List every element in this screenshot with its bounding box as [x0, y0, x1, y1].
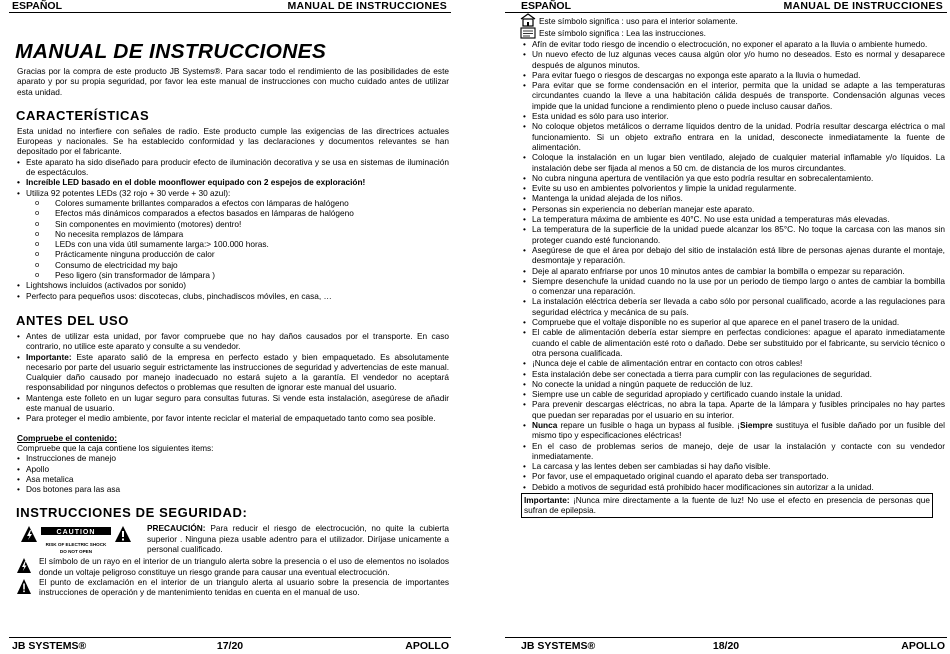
sub-item: o Colores sumamente brillantes comparados a efectos con lámparas de halógeno	[55, 198, 449, 208]
list-item: • Asegúrese de que el área por debajo del sitio de instalación está libre de personas ajenas durante el montaje, desmontaje y reparación.	[523, 245, 945, 266]
indoor-use-icon	[520, 13, 536, 27]
section-title-before-use: ANTES DEL USO	[16, 312, 130, 328]
list-item: • Por favor, use el empaquetado original cuando el aparato deba ser transportado.	[523, 471, 945, 481]
header-title: MANUAL DE INSTRUCCIONES	[287, 0, 447, 12]
important-label: Importante:	[524, 495, 570, 506]
caution-block	[9, 523, 451, 556]
sub-item: o Consumo de electricidad my bajo	[55, 260, 449, 270]
precaution-paragraph	[147, 523, 449, 554]
list-item: • Antes de utilizar esta unidad, por favor compruebe que no hay daños causados por el transporte. En caso contrario, no utilice este aparato y consulte a su vendedor.	[17, 331, 449, 352]
footer-model: APOLLO	[901, 640, 945, 652]
list-item: • La carcasa y las lentes deben ser cambiadas si hay daño visible.	[523, 461, 945, 471]
list-item: • Debido a motivos de seguridad está prohibido hacer modificaciones sin autorizar a la unidad.	[523, 482, 945, 492]
fuse-text-mid: repare un fusible o haga un bypass al fusible. ¡	[557, 419, 741, 430]
list-item: • No cubra ninguna apertura de ventilación ya que esto podría resultar en sobrecalentamiento.	[523, 173, 945, 183]
list-item: • Increíble LED basado en el doble moonflower equipado con 2 espejos de exploración!	[17, 177, 449, 187]
section-title-safety: INSTRUCCIONES DE SEGURIDAD:	[16, 505, 248, 521]
list-item: • Lightshows incluidos (activados por sonido)	[17, 280, 449, 290]
page-content	[9, 14, 451, 598]
exclamation-symbol-text: El punto de exclamación en el interior de un triangulo alerta al usuario sobre la presencia de importantes instrucciones de operación y de mantenimiento tenidas en cuenta en el manual de uso.	[39, 576, 449, 598]
precaution-text: Para reducir el riesgo de electrocución, no quite la cubierta superior . Ninguna pieza usable adentro para el utilizador. Diríjase unicamente a personal cualificado.	[147, 523, 449, 554]
lightning-symbol-note	[9, 556, 451, 577]
list-item: • Evite su uso en ambientes polvorientos y limpie la unidad regularmente.	[523, 183, 945, 193]
read-symbol-note	[519, 28, 947, 39]
indoor-symbol-note	[519, 16, 947, 28]
before-use-list	[9, 331, 451, 424]
list-item: • Este aparato ha sido diseñado para producir efecto de iluminación decorativa y se usa en sistemas de iluminación de espectáculos.	[17, 157, 449, 178]
page-content	[505, 16, 947, 518]
list-item: • Para evitar que se forme condensación en el interior, permita que la unidad se adapte a las temperaturas circundantes cuando la lleve a una habitación cálida después de transporte. Condensación algunas veces impide que la unidad funcione a rendimiento pleno o puede incluso causar daños.	[523, 80, 945, 111]
list-item: • Asa metalica	[17, 474, 449, 484]
list-item: • ¡Nunca deje el cable de alimentación entrar en contacto con otros cables!	[523, 358, 945, 368]
list-item: • Compruebe que el voltaje disponible no es superior al que aparece en el panel trasero de la unidad.	[523, 317, 945, 327]
important-text: Este aparato salió de la empresa en perfecto estado y bien empaquetado. Es absolutamente necesario por parte del usuario seguir estrictamente las instrucciones de seguridad y advertencias de este manual. Cualquier daño causado por manejo inadecuado no estará sujeto a la garantía. El vendedor no aceptará responsabilidad por ningunos defectos o problemas que resulten de ignorar este manual del usuario.	[26, 351, 449, 393]
list-item: • Coloque la instalación en un lugar bien ventilado, alejado de cualquier material inflamable y/o líquidos. La instalación debe ser fijada al menos a 50 cm. de distancia de los muros circundantes.	[523, 152, 945, 173]
intro-paragraph: Gracias por la compra de este producto JB Systems®. Para sacar todo el rendimiento de las posibilidades de este aparato y por su propia seguridad, por favor lea este manual de instrucciones con mucho cuidado antes de utilizar esta unidad.	[17, 66, 449, 97]
list-item: • Mantenga la unidad alejada de los niños.	[523, 193, 945, 203]
check-contents-title: Compruebe el contenido:	[17, 432, 118, 443]
list-item: • Esta unidad es sólo para uso interior.	[523, 111, 945, 121]
exclamation-dot	[122, 539, 124, 541]
caution-do-not-open-text: DO NOT OPEN	[59, 549, 93, 555]
header-language: ESPAÑOL	[12, 0, 62, 12]
list-item: • Para prevenir descargas eléctricas, no abra la tapa. Aparte de la lámpara y fusibles principales no hay partes que puedan ser reparadas por el usuario en su interior.	[523, 399, 945, 420]
indoor-symbol-text: Este símbolo significa : uso para el interior solamente.	[539, 16, 738, 26]
fuse-text-rest: sustituya el fusible dañado por un fusible del mismo tipo y especificaciones eléctricas!	[532, 419, 945, 441]
exclamation-mark	[122, 531, 124, 537]
header-title: MANUAL DE INSTRUCCIONES	[783, 0, 943, 12]
list-item: • Dos botones para las asa	[17, 484, 449, 494]
list-item: • La instalación eléctrica debería ser llevada a cabo sólo por personal cualificado, acorde a las regulaciones para seguridad eléctrica y mecánica de su país.	[523, 296, 945, 317]
list-item-fuse	[523, 420, 945, 441]
sub-item: o LEDs con una vida útil sumamente larga:> 100.000 horas.	[55, 239, 449, 249]
check-contents-list	[9, 453, 451, 494]
list-item: • El cable de alimentación debería estar siempre en perfectas condiciones: apague el aparato inmediatamente cuando el cable de alimentación esté roto o dañado. Debe ser substituido por el fabricante, su servicio técnico o otra persona cualificada.	[523, 327, 945, 358]
page-header	[505, 0, 947, 13]
list-item: • La temperatura máxima de ambiente es 40°C. No use esta unidad a temperaturas más elevadas.	[523, 214, 945, 224]
lightning-symbol-text: El símbolo de un rayo en el interior de un triangulo alerta sobre la presencia o el uso de elementos no isolados donde un voltaje peligroso constituye un riesgo grande para causar una eventual electrocución.	[39, 556, 449, 577]
exclamation-symbol-note	[9, 577, 451, 598]
fuse-always-label: Siempre	[740, 419, 773, 430]
sub-item: o No necesita remplazos de lámpara	[55, 229, 449, 239]
exclamation-triangle-icon	[17, 579, 31, 595]
sub-item: o Sin componentes en movimiento (motores) dentro!	[55, 219, 449, 229]
page-right	[505, 0, 947, 654]
read-symbol-text: Este símbolo significa : Lea las instrucciones.	[539, 28, 706, 38]
main-title: MANUAL DE INSTRUCCIONES	[15, 40, 327, 63]
safety-list	[505, 39, 947, 492]
list-item: • Deje al aparato enfriarse por unos 10 minutos antes de cambiar la bombilla o empezar su reparación.	[523, 266, 945, 276]
list-item: • No coloque objetos metálicos o derrame líquidos dentro de la unidad. Podría resultar descarga eléctrica o mal funcionamiento. Si un objeto extraño entrara en la unidad, desconecte inmediatamente la fuente de alimentación.	[523, 121, 945, 152]
features-intro: Esta unidad no interfiere con señales de radio. Este producto cumple las exigencias de las directrices actuales Europeas y nacionales. Se ha establecido conformidad y las declaraciones y documentos relevantes se han depositado por el fabricante.	[17, 125, 449, 157]
sub-item: o Peso ligero (sin transformador de lámpara )	[55, 270, 449, 280]
list-item: • Afín de evitar todo riesgo de incendio o electrocución, no exponer el aparato a la lluvia o ambiente humedo.	[523, 39, 945, 49]
list-item: • Instrucciones de manejo	[17, 453, 449, 463]
footer-model: APOLLO	[405, 640, 449, 652]
footer-page-number: 17/20	[216, 640, 244, 652]
header-language: ESPAÑOL	[521, 0, 571, 12]
list-item: • Personas sin experiencia no deberían manejar este aparato.	[523, 204, 945, 214]
footer-page-number: 18/20	[712, 640, 740, 652]
features-sublist	[26, 198, 449, 280]
list-item	[17, 188, 449, 281]
list-item: • La temperatura de la superficie de la unidad puede alcanzar los 85°C. No toque la carcasa con las manos sin proteger cuando esté funcionando.	[523, 224, 945, 245]
list-item: • Apollo	[17, 464, 449, 474]
page-footer	[505, 637, 947, 652]
section-title-features: CARACTERÍSTICAS	[16, 107, 150, 123]
caution-text: CAUTION	[56, 529, 96, 537]
list-item: • Esta instalación debe ser conectada a tierra para cumplir con las regulaciones de seguridad.	[523, 369, 945, 379]
list-item: • Siempre desenchufe la unidad cuando no la use por un periodo de tiempo largo o antes de cambiar la bombilla o comenzar una reparación.	[523, 276, 945, 297]
features-list	[9, 157, 451, 301]
sub-item: o Efectos más dinámicos comparados a efectos basados en lámparas de halógeno	[55, 208, 449, 218]
footer-brand: JB SYSTEMS®	[12, 640, 87, 652]
list-item	[17, 352, 449, 393]
list-item-text: Utiliza 92 potentes LEDs (32 rojo + 30 verde + 30 azul):	[26, 187, 231, 198]
page-footer	[9, 637, 451, 652]
footer-brand: JB SYSTEMS®	[521, 640, 596, 652]
list-item: • En el caso de problemas serios de manejo, deje de usar la instalación y contacte con su vendedor inmediatamente.	[523, 441, 945, 462]
read-manual-icon	[520, 27, 536, 39]
fuse-never-label: Nunca	[532, 419, 558, 430]
important-label: Importante:	[26, 351, 72, 362]
sub-item: o Prácticamente ninguna producción de calor	[55, 249, 449, 259]
important-text: ¡Nunca mire directamente a la fuente de luz! No use el efecto en presencia de personas que sufran de epilepsia.	[524, 495, 930, 516]
caution-risk-text: RISK OF ELECTRIC SHOCK	[45, 542, 107, 548]
list-item: • Mantenga este folleto en un lugar seguro para consultas futuras. Si vende esta instalación, asegúrese de añadir este manual de usuario.	[17, 393, 449, 414]
lightning-triangle-icon	[17, 558, 31, 574]
list-item: • Para proteger el medio ambiente, por favor intente reciclar el material de empaquetado tanto como sea posible.	[17, 413, 449, 423]
important-note-box	[521, 493, 933, 518]
list-item: • Perfecto para pequeños usos: discotecas, clubs, pinchadiscos móviles, en casa, …	[17, 291, 449, 301]
page-header	[9, 0, 451, 13]
precaution-label: PRECAUCIÓN:	[147, 523, 206, 534]
list-item: • Siempre use un cable de seguridad apropiado y certificado cuando instale la unidad.	[523, 389, 945, 399]
list-item: • Un nuevo efecto de luz algunas veces causa algún olor y/o humo no deseados. Esto es normal y desaparece después de algunos minutos.	[523, 49, 945, 70]
check-contents-intro: Compruebe que la caja contiene los siguientes items:	[17, 442, 214, 453]
page-left	[9, 0, 451, 654]
list-item: • No conecte la unidad a ningún paquete de reducción de luz.	[523, 379, 945, 389]
list-item: • Para evitar fuego o riesgos de descargas no exponga este aparato a la lluvia o humedad.	[523, 70, 945, 80]
